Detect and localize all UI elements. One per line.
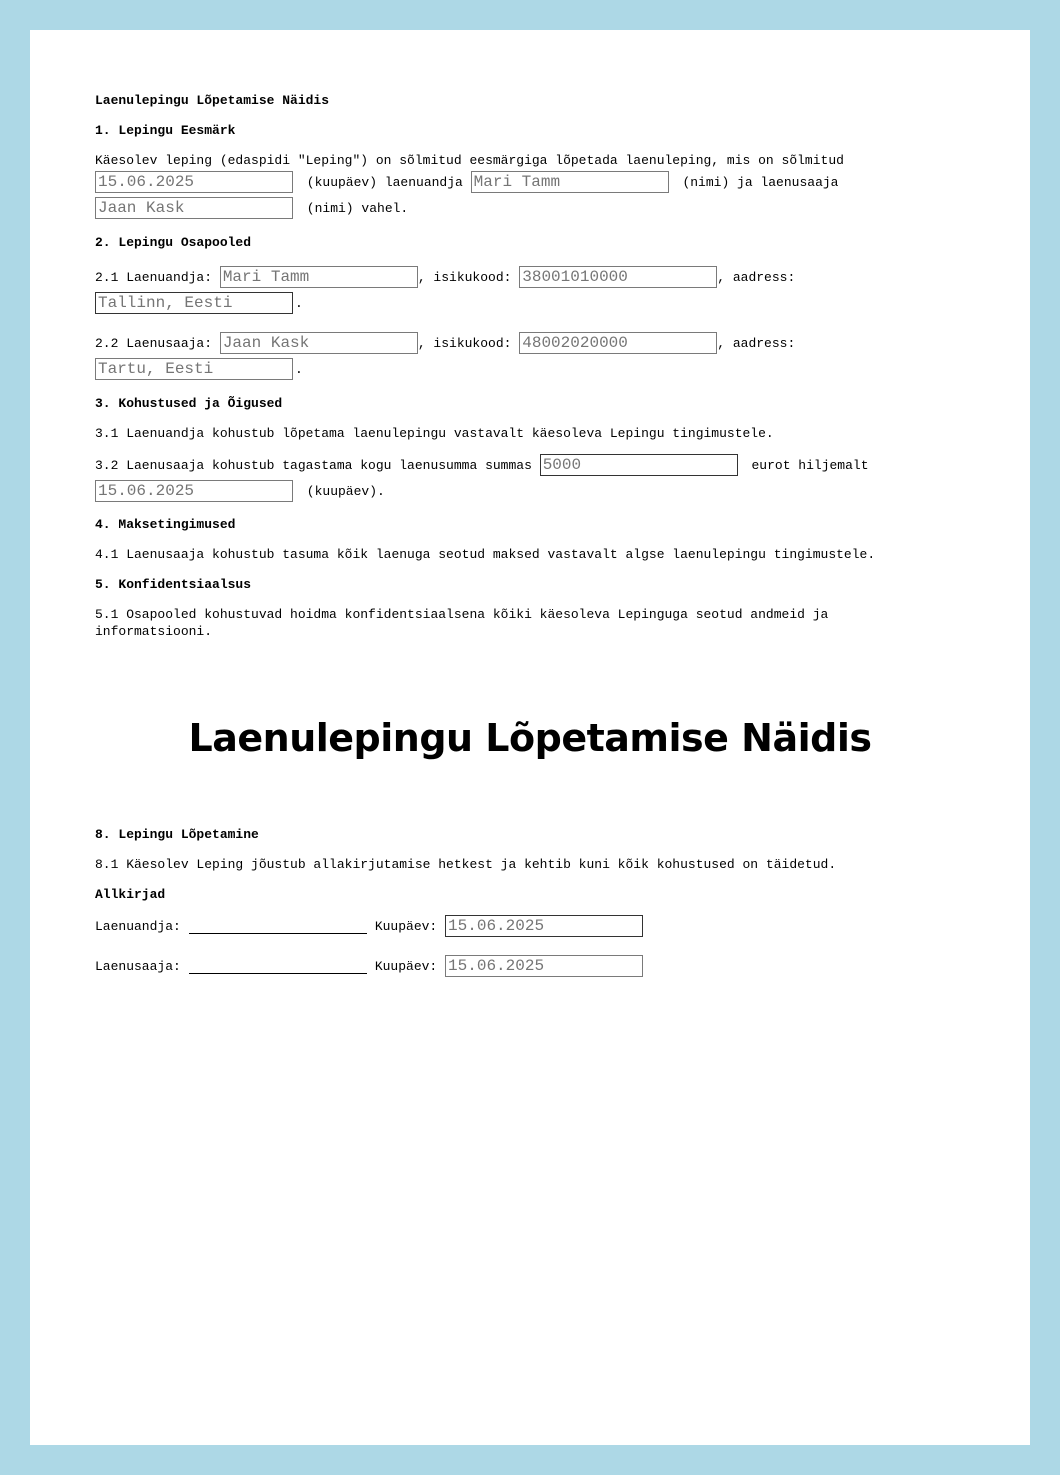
lender-address-input[interactable]	[95, 292, 293, 314]
lender-address-period: .	[295, 295, 303, 311]
borrower-address-period: .	[295, 361, 303, 377]
section-2-title: 2. Lepingu Osapooled	[95, 235, 252, 250]
repay-end-text: (kuupäev).	[299, 483, 385, 499]
section-8-paragraph: 8.1 Käesolev Leping jõustub allakirjutamise hetkest ja kehtib kuni kõik kohustused on täidetud.	[95, 857, 837, 872]
lender-address-label: , aadress:	[717, 269, 796, 285]
borrower-signature-line[interactable]	[189, 959, 367, 974]
borrower-name-input[interactable]	[95, 197, 293, 219]
borrower-suffix-text: (nimi) vahel.	[299, 200, 409, 216]
date-suffix-text: (kuupäev) laenuandja	[299, 174, 471, 190]
document-heading: Laenulepingu Lõpetamise Näidis	[95, 93, 330, 108]
document-body-2	[95, 826, 935, 979]
borrower-signature-label: Laenusaaja:	[95, 958, 181, 974]
section-1-intro: Käesolev leping (edaspidi "Leping") on sõlmitud eesmärgiga lõpetada laenuleping, mis on sõlmitud	[95, 153, 844, 168]
lender-signature-date-input[interactable]	[445, 915, 643, 937]
borrower-id-label: , isikukood:	[417, 335, 520, 351]
section-1-paragraph	[95, 152, 935, 221]
borrower-address-input[interactable]	[95, 358, 293, 380]
section-5-paragraph: 5.1 Osapooled kohustuvad hoidma konfidentsiaalsena kõiki käesoleva Lepinguga seotud andmeid ja informatsiooni.	[95, 607, 829, 639]
lender-id-input[interactable]	[519, 266, 717, 288]
lender-name-input[interactable]	[471, 171, 669, 193]
document-body	[95, 92, 935, 653]
signatures-title: Allkirjad	[95, 887, 166, 902]
section-4-paragraph: 4.1 Laenusaaja kohustub tasuma kõik laenuga seotud maksed vastavalt algse laenulepingu tingimustele.	[95, 547, 876, 562]
section-4-title: 4. Maksetingimused	[95, 517, 236, 532]
section-5-title: 5. Konfidentsiaalsus	[95, 577, 252, 592]
repay-date-input[interactable]	[95, 480, 293, 502]
lender-party-block	[95, 264, 935, 316]
borrower-label: 2.2 Laenusaaja:	[95, 335, 220, 351]
big-title: Laenulepingu Lõpetamise Näidis	[188, 716, 872, 760]
repay-mid-text: eurot hiljemalt	[743, 457, 869, 473]
borrower-address-label: , aadress:	[717, 335, 796, 351]
borrower-party-name-input[interactable]	[220, 332, 418, 354]
section-8-title: 8. Lepingu Lõpetamine	[95, 827, 259, 842]
lender-label: 2.1 Laenuandja:	[95, 269, 220, 285]
section-3-paragraph-2	[95, 452, 935, 504]
borrower-signature-row	[95, 953, 935, 979]
lender-signature-label: Laenuandja:	[95, 918, 181, 934]
lender-date-label: Kuupäev:	[374, 918, 446, 934]
section-3-paragraph-1: 3.1 Laenuandja kohustub lõpetama laenulepingu vastavalt käesoleva Lepingu tingimustele.	[95, 426, 774, 441]
section-3-title: 3. Kohustused ja Õigused	[95, 396, 283, 411]
borrower-party-block	[95, 330, 935, 382]
repay-text: 3.2 Laenusaaja kohustub tagastama kogu laenusumma summas	[95, 457, 540, 473]
lender-id-label: , isikukood:	[417, 269, 520, 285]
lender-suffix-text: (nimi) ja laenusaaja	[674, 174, 839, 190]
borrower-signature-date-input[interactable]	[445, 955, 643, 977]
lender-signature-line[interactable]	[189, 919, 367, 934]
lender-signature-row	[95, 913, 935, 939]
lender-party-name-input[interactable]	[220, 266, 418, 288]
borrower-date-label: Kuupäev:	[374, 958, 446, 974]
loan-amount-input[interactable]	[540, 454, 738, 476]
document-page	[30, 30, 1030, 1445]
borrower-id-input[interactable]	[519, 332, 717, 354]
loan-date-input[interactable]	[95, 171, 293, 193]
section-1-title: 1. Lepingu Eesmärk	[95, 123, 236, 138]
